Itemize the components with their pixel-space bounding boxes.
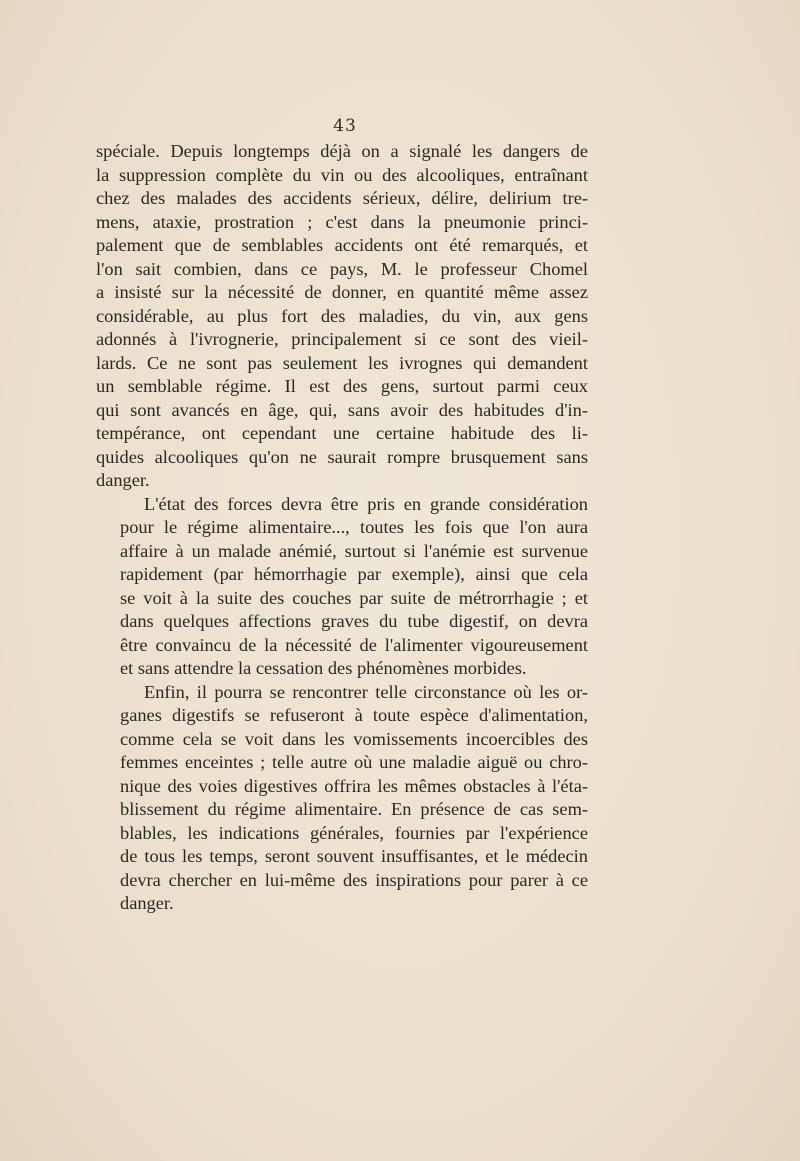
text-line: la suppression complète du vin ou des alcooliques, entraînant: [96, 164, 588, 185]
text-line: chez des malades des accidents sérieux, délire, delirium tre-: [96, 188, 588, 208]
text-line: spéciale. Depuis longtemps déjà on a signalé les dangers de: [96, 141, 588, 161]
text-line: L'état des forces devra être pris en grande considération: [144, 493, 588, 514]
text-line: quides alcooliques qu'on ne saurait rompre brusquement sans: [96, 446, 588, 467]
text-line: de tous les temps, seront souvent insuffisantes, et le médecin: [120, 846, 588, 866]
text-line: blables, les indications générales, fournies par l'expérience: [120, 822, 588, 843]
text-line: un semblable régime. Il est des gens, surtout parmi ceux: [96, 376, 588, 396]
text-line: danger.: [120, 893, 174, 913]
body-text: [96, 140, 588, 916]
text-line: dans quelques affections graves du tube digestif, on devra: [120, 611, 588, 631]
text-line: rapidement (par hémorrhagie par exemple), ainsi que cela: [120, 564, 588, 584]
text-line: blissement du régime alimentaire. En présence de cas sem-: [120, 799, 588, 819]
page-number: 43: [333, 116, 357, 136]
text-line: se voit à la suite des couches par suite de métrorrhagie ; et: [120, 587, 588, 608]
text-line: comme cela se voit dans les vomissements incoercibles des: [120, 728, 588, 749]
text-line: adonnés à l'ivrognerie, principalement si ce sont des vieil-: [96, 329, 588, 349]
text-line: femmes enceintes ; telle autre où une maladie aiguë ou chro-: [120, 752, 588, 772]
paragraph-2: [96, 493, 588, 681]
text-line: ganes digestifs se refuseront à toute espèce d'alimentation,: [120, 705, 588, 725]
text-line: mens, ataxie, prostration ; c'est dans la pneumonie princi-: [96, 211, 588, 232]
text-line: l'on sait combien, dans ce pays, M. le professeur Chomel: [96, 258, 588, 279]
text-line: et sans attendre la cessation des phénomènes morbides.: [120, 658, 527, 678]
paragraph-3: [96, 681, 588, 916]
text-line: affaire à un malade anémié, surtout si l'anémie est survenue: [120, 540, 588, 561]
text-line: être convaincu de la nécessité de l'alimenter vigoureusement: [120, 634, 588, 655]
text-line: palement que de semblables accidents ont été remarqués, et: [96, 235, 588, 255]
text-line: devra chercher en lui-même des inspirations pour parer à ce: [120, 869, 588, 890]
paragraph-1: [96, 140, 588, 493]
text-line: danger.: [96, 470, 150, 490]
text-line: a insisté sur la nécessité de donner, en quantité même assez: [96, 282, 588, 302]
text-line: lards. Ce ne sont pas seulement les ivrognes qui demandent: [96, 352, 588, 373]
text-line: considérable, au plus fort des maladies, du vin, aux gens: [96, 305, 588, 326]
text-line: nique des voies digestives offrira les mêmes obstacles à l'éta-: [120, 775, 588, 796]
text-line: qui sont avancés en âge, qui, sans avoir des habitudes d'in-: [96, 399, 588, 420]
text-line: Enfin, il pourra se rencontrer telle circonstance où les or-: [144, 681, 588, 702]
text-line: pour le régime alimentaire..., toutes les fois que l'on aura: [120, 517, 588, 537]
text-line: tempérance, ont cependant une certaine habitude des li-: [96, 423, 588, 443]
